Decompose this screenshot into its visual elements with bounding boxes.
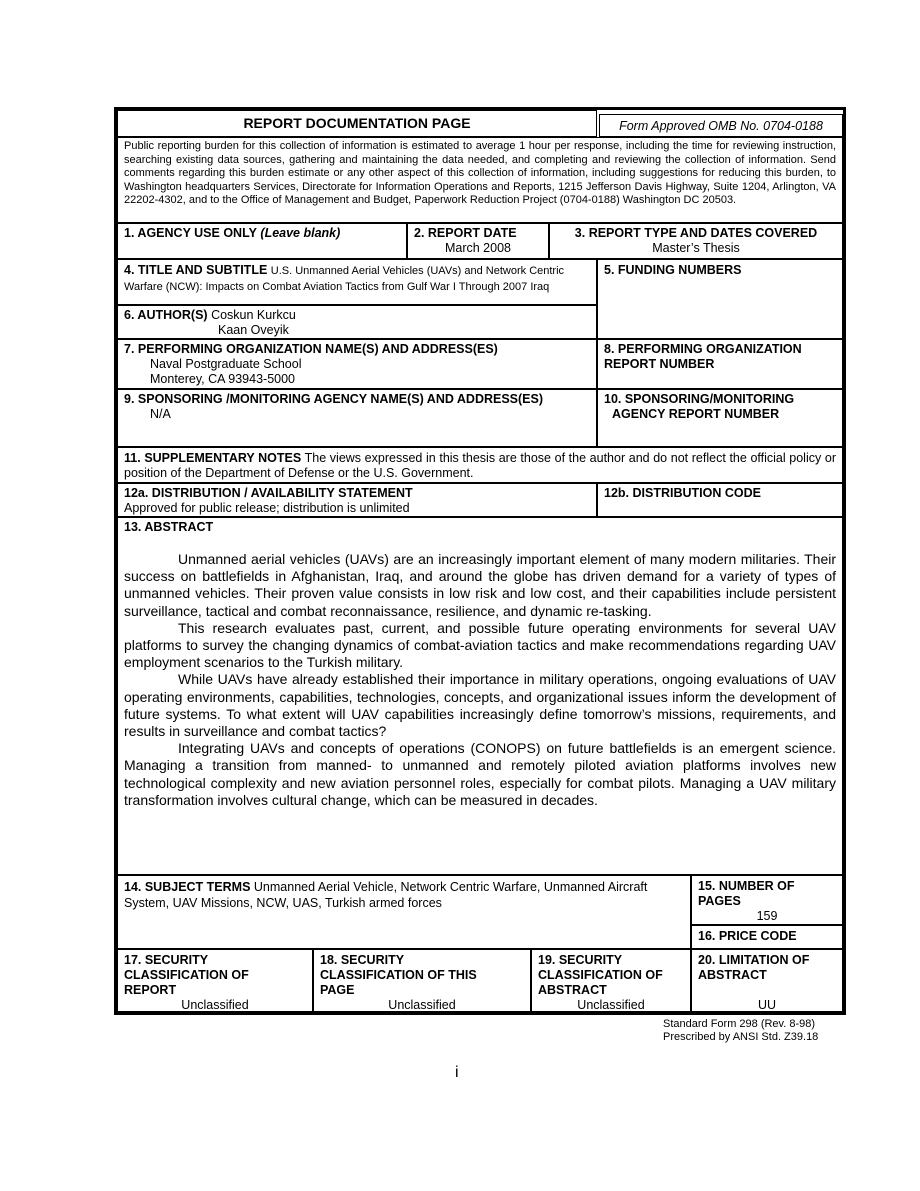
report-date-value: March 2008 [444, 241, 511, 255]
field-agency-use [117, 223, 407, 259]
number-of-pages-label2: PAGES [698, 894, 741, 908]
security-report-l2: CLASSIFICATION OF [124, 968, 249, 982]
supplementary-notes-value: The views expressed in this thesis are those of the author and do not reflect the official policy or position of the Department of Defense or the U.S. Government. [124, 451, 836, 480]
field-sponsoring-agency [117, 389, 597, 447]
security-page-l3: PAGE [320, 983, 355, 997]
sponsoring-report-label1: 10. SPONSORING/MONITORING [604, 392, 795, 406]
title-subtitle-value: U.S. Unmanned Aerial Vehicles (UAVs) and Network Centric Warfare (NCW): Impacts on Combat Aviation Tactics from Gulf War I Through 2007 Iraq [124, 265, 565, 293]
security-abstract-l1: 19. SECURITY [538, 953, 623, 967]
performing-org-line1: Naval Postgraduate School [150, 357, 302, 371]
report-documentation-form [114, 107, 846, 1015]
supplementary-notes-label: 11. SUPPLEMENTARY NOTES [124, 451, 302, 465]
page-number: i [455, 1064, 459, 1081]
field-number-of-pages [691, 875, 843, 925]
burden-statement: Public reporting burden for this collection of information is estimated to average 1 hour per response, including the time for reviewing instruction, searching existing data sources, gathering and maintaining the data needed, and completing and reviewing the collection of information. Send comments regarding this burden estimate or any other aspect of this collection of information, including suggestions for reducing this burden, to Washington headquarters Services, Directorate for Information Operations and Reports, 1215 Jefferson Davis Highway, Suite 1204, Arlington, VA 22202-4302, and to the Office of Management and Budget, Paperwork Reduction Project (0704-0188) Washington DC 20503. [117, 137, 843, 223]
field-security-abstract [531, 949, 691, 1012]
security-page-l2: CLASSIFICATION OF THIS [320, 968, 477, 982]
performing-org-line2: Monterey, CA 93943-5000 [150, 372, 296, 386]
security-abstract-value: Unclassified [577, 998, 645, 1012]
subject-terms-label: 14. SUBJECT TERMS [124, 880, 251, 894]
field-subject-terms [117, 875, 691, 949]
field-title-subtitle [117, 259, 597, 305]
report-date-label: 2. REPORT DATE [414, 226, 517, 240]
standard-form-note [663, 1018, 818, 1044]
security-report-l3: REPORT [124, 983, 177, 997]
abstract-paragraph: While UAVs have already established their importance in military operations, ongoing evaluations of UAV operating environments, capabilities, technologies, concepts, and organizational issues inform the development of future systems. To what extent will UAV capabilities increasingly define tomorrow’s missions, requirements, and results in surveillance and combat tactics? [124, 671, 836, 740]
form-title: REPORT DOCUMENTATION PAGE [117, 110, 597, 137]
distribution-statement-value: Approved for public release; distribution is unlimited [124, 501, 410, 515]
performing-org-label: 7. PERFORMING ORGANIZATION NAME(S) AND ADDRESS(ES) [124, 342, 498, 356]
title-subtitle-label: 4. TITLE AND SUBTITLE [124, 263, 268, 277]
standard-form-line1: Standard Form 298 (Rev. 8-98) [663, 1018, 816, 1030]
agency-use-note: (Leave blank) [260, 226, 341, 240]
subject-terms-value: Unmanned Aerial Vehicle, Network Centric Warfare, Unmanned Aircraft System, UAV Missions, NCW, UAS, Turkish armed forces [124, 880, 648, 910]
field-sponsoring-report-number [597, 389, 843, 447]
security-page-l1: 18. SECURITY [320, 953, 405, 967]
field-security-report [117, 949, 313, 1012]
field-distribution-code: 12b. DISTRIBUTION CODE [597, 483, 843, 517]
sponsoring-agency-value: N/A [150, 407, 171, 421]
report-type-value: Master’s Thesis [652, 241, 740, 255]
security-abstract-l3: ABSTRACT [538, 983, 607, 997]
field-funding-numbers: 5. FUNDING NUMBERS [597, 259, 843, 339]
standard-form-line2: Prescribed by ANSI Std. Z39.18 [663, 1031, 819, 1043]
abstract-paragraph: Unmanned aerial vehicles (UAVs) are an increasingly important element of many modern militaries. Their success on battlefields in Afghanistan, Iraq, and around the globe has driven demand for a variety of types of unmanned vehicles. Their proven value consists in low risk and low cost, and their capabilities include persistent surveillance, tactical and combat reconnaissance, resilience, and dynamic re-tasking. [124, 551, 836, 619]
report-type-label: 3. REPORT TYPE AND DATES COVERED [574, 226, 818, 240]
field-supplementary-notes [117, 447, 843, 483]
authors-label: 6. AUTHOR(S) [124, 308, 208, 322]
field-performing-org [117, 339, 597, 389]
author-2: Kaan Oveyik [218, 323, 289, 337]
field-report-date [407, 223, 549, 259]
field-security-page [313, 949, 531, 1012]
number-of-pages-value: 159 [756, 909, 778, 923]
abstract-body [124, 551, 836, 809]
performing-report-label2: REPORT NUMBER [604, 357, 715, 371]
limitation-abstract-value: UU [757, 998, 777, 1012]
performing-report-label1: 8. PERFORMING ORGANIZATION [604, 342, 802, 356]
field-performing-report-number [597, 339, 843, 389]
security-report-l1: 17. SECURITY [124, 953, 209, 967]
sponsoring-report-label2: AGENCY REPORT NUMBER [612, 407, 780, 421]
field-report-type [549, 223, 843, 259]
security-report-value: Unclassified [181, 998, 249, 1012]
sponsoring-agency-label: 9. SPONSORING /MONITORING AGENCY NAME(S) AND ADDRESS(ES) [124, 392, 544, 406]
abstract-paragraph: Integrating UAVs and concepts of operations (CONOPS) on future battlefields is an emergent science. Managing a transition from manned- to unmanned and remotely piloted aviation platforms involves new technological complexity and new aviation personnel roles, especially for combat pilots. Managing a UAV military transformation involves cultural change, which can be measured in decades. [124, 740, 836, 808]
field-authors [117, 305, 597, 339]
field-distribution-statement [117, 483, 597, 517]
distribution-statement-label: 12a. DISTRIBUTION / AVAILABILITY STATEMENT [124, 486, 413, 500]
author-1: Coskun Kurkcu [211, 308, 296, 322]
agency-use-label: 1. AGENCY USE ONLY [124, 226, 257, 240]
field-abstract [117, 517, 843, 875]
omb-approval: Form Approved OMB No. 0704-0188 [599, 114, 843, 137]
security-page-value: Unclassified [388, 998, 456, 1012]
field-price-code: 16. PRICE CODE [691, 925, 843, 949]
number-of-pages-label1: 15. NUMBER OF [698, 879, 795, 893]
abstract-label: 13. ABSTRACT [124, 520, 214, 534]
abstract-paragraph: This research evaluates past, current, and possible future operating environments for several UAV platforms to survey the changing dynamics of combat-aviation tactics and make recommendations regarding UAV employment scenarios to the Turkish military. [124, 619, 836, 671]
field-limitation-abstract [691, 949, 843, 1012]
limitation-abstract-l1: 20. LIMITATION OF [698, 953, 810, 967]
security-abstract-l2: CLASSIFICATION OF [538, 968, 663, 982]
limitation-abstract-l2: ABSTRACT [698, 968, 767, 982]
